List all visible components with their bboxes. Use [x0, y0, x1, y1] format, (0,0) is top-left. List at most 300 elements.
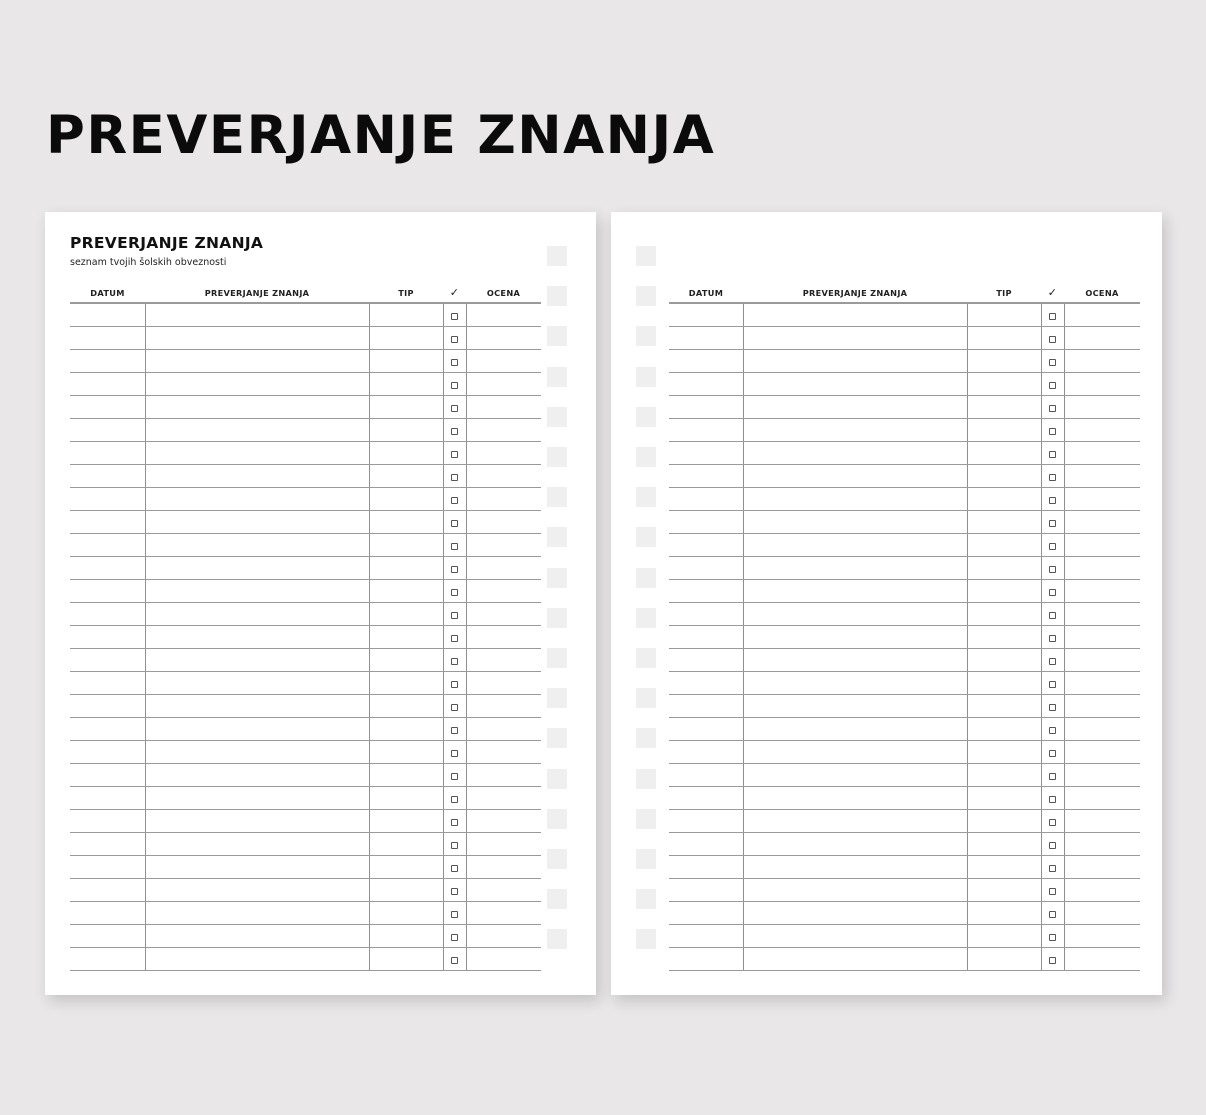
cell-datum[interactable] [669, 764, 743, 787]
cell-ocena[interactable] [466, 649, 541, 672]
cell-ocena[interactable] [1064, 419, 1140, 442]
empty-checkbox-icon[interactable] [451, 543, 458, 550]
cell-datum[interactable] [70, 764, 145, 787]
cell-preverjanje[interactable] [743, 787, 967, 810]
cell-datum[interactable] [70, 902, 145, 925]
cell-datum[interactable] [669, 442, 743, 465]
cell-preverjanje[interactable] [145, 948, 369, 971]
cell-tip[interactable] [967, 764, 1041, 787]
cell-tip[interactable] [967, 557, 1041, 580]
cell-datum[interactable] [669, 511, 743, 534]
cell-ocena[interactable] [1064, 626, 1140, 649]
cell-tip[interactable] [967, 465, 1041, 488]
cell-preverjanje[interactable] [145, 488, 369, 511]
cell-preverjanje[interactable] [145, 718, 369, 741]
cell-tip[interactable] [369, 303, 443, 327]
cell-datum[interactable] [70, 649, 145, 672]
cell-datum[interactable] [669, 672, 743, 695]
cell-datum[interactable] [669, 534, 743, 557]
cell-datum[interactable] [669, 488, 743, 511]
cell-datum[interactable] [70, 580, 145, 603]
cell-done[interactable] [443, 511, 466, 534]
cell-tip[interactable] [967, 373, 1041, 396]
cell-preverjanje[interactable] [743, 856, 967, 879]
empty-checkbox-icon[interactable] [1049, 359, 1056, 366]
cell-done[interactable] [443, 534, 466, 557]
cell-done[interactable] [1041, 787, 1064, 810]
cell-datum[interactable] [669, 603, 743, 626]
empty-checkbox-icon[interactable] [1049, 474, 1056, 481]
empty-checkbox-icon[interactable] [451, 382, 458, 389]
empty-checkbox-icon[interactable] [1049, 382, 1056, 389]
cell-done[interactable] [443, 626, 466, 649]
cell-ocena[interactable] [466, 741, 541, 764]
cell-ocena[interactable] [1064, 856, 1140, 879]
cell-tip[interactable] [369, 649, 443, 672]
cell-datum[interactable] [669, 695, 743, 718]
empty-checkbox-icon[interactable] [451, 359, 458, 366]
cell-done[interactable] [1041, 902, 1064, 925]
cell-datum[interactable] [70, 303, 145, 327]
empty-checkbox-icon[interactable] [1049, 727, 1056, 734]
cell-done[interactable] [1041, 948, 1064, 971]
cell-preverjanje[interactable] [743, 741, 967, 764]
cell-ocena[interactable] [1064, 948, 1140, 971]
empty-checkbox-icon[interactable] [1049, 543, 1056, 550]
cell-ocena[interactable] [1064, 902, 1140, 925]
cell-preverjanje[interactable] [145, 626, 369, 649]
cell-tip[interactable] [369, 396, 443, 419]
cell-datum[interactable] [669, 396, 743, 419]
cell-done[interactable] [1041, 580, 1064, 603]
empty-checkbox-icon[interactable] [451, 313, 458, 320]
cell-datum[interactable] [669, 350, 743, 373]
cell-done[interactable] [1041, 649, 1064, 672]
empty-checkbox-icon[interactable] [1049, 520, 1056, 527]
cell-ocena[interactable] [1064, 488, 1140, 511]
cell-datum[interactable] [669, 557, 743, 580]
cell-done[interactable] [1041, 833, 1064, 856]
cell-ocena[interactable] [1064, 603, 1140, 626]
cell-done[interactable] [1041, 534, 1064, 557]
cell-tip[interactable] [369, 603, 443, 626]
cell-ocena[interactable] [466, 350, 541, 373]
cell-ocena[interactable] [466, 787, 541, 810]
cell-done[interactable] [443, 925, 466, 948]
cell-tip[interactable] [967, 511, 1041, 534]
empty-checkbox-icon[interactable] [451, 451, 458, 458]
cell-preverjanje[interactable] [743, 534, 967, 557]
cell-ocena[interactable] [1064, 879, 1140, 902]
cell-tip[interactable] [369, 511, 443, 534]
cell-tip[interactable] [369, 902, 443, 925]
cell-datum[interactable] [669, 718, 743, 741]
cell-done[interactable] [1041, 373, 1064, 396]
empty-checkbox-icon[interactable] [451, 681, 458, 688]
cell-done[interactable] [443, 303, 466, 327]
cell-ocena[interactable] [466, 442, 541, 465]
cell-preverjanje[interactable] [145, 649, 369, 672]
cell-ocena[interactable] [1064, 350, 1140, 373]
cell-tip[interactable] [967, 718, 1041, 741]
cell-preverjanje[interactable] [145, 741, 369, 764]
cell-datum[interactable] [669, 787, 743, 810]
cell-tip[interactable] [369, 787, 443, 810]
cell-done[interactable] [443, 741, 466, 764]
cell-datum[interactable] [669, 948, 743, 971]
cell-ocena[interactable] [1064, 303, 1140, 327]
cell-done[interactable] [1041, 925, 1064, 948]
empty-checkbox-icon[interactable] [1049, 796, 1056, 803]
cell-ocena[interactable] [466, 626, 541, 649]
cell-datum[interactable] [669, 373, 743, 396]
cell-tip[interactable] [967, 948, 1041, 971]
cell-ocena[interactable] [466, 488, 541, 511]
cell-preverjanje[interactable] [145, 925, 369, 948]
cell-preverjanje[interactable] [145, 419, 369, 442]
cell-tip[interactable] [967, 856, 1041, 879]
cell-tip[interactable] [967, 488, 1041, 511]
cell-datum[interactable] [70, 442, 145, 465]
cell-preverjanje[interactable] [145, 511, 369, 534]
cell-ocena[interactable] [1064, 810, 1140, 833]
cell-datum[interactable] [669, 833, 743, 856]
cell-datum[interactable] [70, 810, 145, 833]
cell-tip[interactable] [369, 833, 443, 856]
cell-datum[interactable] [70, 695, 145, 718]
cell-tip[interactable] [369, 488, 443, 511]
cell-preverjanje[interactable] [145, 787, 369, 810]
cell-ocena[interactable] [466, 373, 541, 396]
empty-checkbox-icon[interactable] [1049, 911, 1056, 918]
cell-ocena[interactable] [1064, 373, 1140, 396]
cell-done[interactable] [1041, 511, 1064, 534]
cell-tip[interactable] [369, 534, 443, 557]
empty-checkbox-icon[interactable] [451, 934, 458, 941]
cell-done[interactable] [443, 833, 466, 856]
cell-datum[interactable] [70, 718, 145, 741]
empty-checkbox-icon[interactable] [1049, 405, 1056, 412]
cell-done[interactable] [1041, 442, 1064, 465]
cell-done[interactable] [443, 649, 466, 672]
cell-ocena[interactable] [1064, 327, 1140, 350]
cell-tip[interactable] [967, 672, 1041, 695]
empty-checkbox-icon[interactable] [1049, 612, 1056, 619]
cell-datum[interactable] [70, 741, 145, 764]
empty-checkbox-icon[interactable] [1049, 888, 1056, 895]
cell-done[interactable] [443, 465, 466, 488]
empty-checkbox-icon[interactable] [451, 911, 458, 918]
cell-ocena[interactable] [466, 879, 541, 902]
cell-datum[interactable] [70, 672, 145, 695]
cell-preverjanje[interactable] [743, 672, 967, 695]
cell-ocena[interactable] [466, 718, 541, 741]
cell-done[interactable] [443, 327, 466, 350]
cell-tip[interactable] [369, 626, 443, 649]
cell-tip[interactable] [967, 419, 1041, 442]
cell-preverjanje[interactable] [743, 718, 967, 741]
cell-preverjanje[interactable] [145, 465, 369, 488]
cell-done[interactable] [1041, 695, 1064, 718]
cell-tip[interactable] [369, 465, 443, 488]
cell-datum[interactable] [669, 810, 743, 833]
cell-done[interactable] [1041, 419, 1064, 442]
cell-done[interactable] [443, 948, 466, 971]
cell-tip[interactable] [369, 350, 443, 373]
cell-tip[interactable] [369, 856, 443, 879]
empty-checkbox-icon[interactable] [1049, 658, 1056, 665]
cell-preverjanje[interactable] [743, 465, 967, 488]
cell-done[interactable] [443, 396, 466, 419]
cell-done[interactable] [443, 787, 466, 810]
cell-preverjanje[interactable] [145, 810, 369, 833]
cell-datum[interactable] [669, 856, 743, 879]
empty-checkbox-icon[interactable] [451, 819, 458, 826]
cell-ocena[interactable] [1064, 695, 1140, 718]
cell-preverjanje[interactable] [145, 672, 369, 695]
cell-preverjanje[interactable] [145, 764, 369, 787]
cell-preverjanje[interactable] [743, 419, 967, 442]
cell-tip[interactable] [967, 879, 1041, 902]
cell-tip[interactable] [967, 833, 1041, 856]
cell-done[interactable] [1041, 557, 1064, 580]
cell-tip[interactable] [967, 327, 1041, 350]
cell-preverjanje[interactable] [743, 442, 967, 465]
cell-done[interactable] [1041, 741, 1064, 764]
cell-tip[interactable] [369, 373, 443, 396]
cell-datum[interactable] [70, 856, 145, 879]
empty-checkbox-icon[interactable] [1049, 428, 1056, 435]
cell-datum[interactable] [70, 396, 145, 419]
cell-done[interactable] [443, 764, 466, 787]
cell-done[interactable] [1041, 672, 1064, 695]
empty-checkbox-icon[interactable] [1049, 842, 1056, 849]
cell-ocena[interactable] [1064, 833, 1140, 856]
cell-done[interactable] [1041, 350, 1064, 373]
cell-datum[interactable] [70, 327, 145, 350]
cell-ocena[interactable] [466, 580, 541, 603]
cell-tip[interactable] [967, 626, 1041, 649]
cell-ocena[interactable] [1064, 649, 1140, 672]
cell-ocena[interactable] [466, 557, 541, 580]
cell-preverjanje[interactable] [743, 303, 967, 327]
cell-ocena[interactable] [466, 810, 541, 833]
cell-preverjanje[interactable] [145, 833, 369, 856]
empty-checkbox-icon[interactable] [1049, 704, 1056, 711]
cell-datum[interactable] [669, 879, 743, 902]
cell-tip[interactable] [967, 350, 1041, 373]
cell-done[interactable] [1041, 856, 1064, 879]
cell-done[interactable] [443, 603, 466, 626]
cell-done[interactable] [1041, 879, 1064, 902]
cell-preverjanje[interactable] [743, 810, 967, 833]
cell-preverjanje[interactable] [145, 442, 369, 465]
cell-preverjanje[interactable] [743, 396, 967, 419]
cell-tip[interactable] [369, 764, 443, 787]
cell-ocena[interactable] [466, 534, 541, 557]
empty-checkbox-icon[interactable] [451, 428, 458, 435]
cell-tip[interactable] [967, 695, 1041, 718]
cell-done[interactable] [443, 373, 466, 396]
cell-tip[interactable] [369, 419, 443, 442]
cell-ocena[interactable] [466, 396, 541, 419]
cell-ocena[interactable] [466, 327, 541, 350]
cell-preverjanje[interactable] [145, 557, 369, 580]
cell-tip[interactable] [369, 879, 443, 902]
cell-ocena[interactable] [1064, 672, 1140, 695]
cell-tip[interactable] [967, 787, 1041, 810]
cell-done[interactable] [1041, 810, 1064, 833]
cell-datum[interactable] [70, 488, 145, 511]
cell-preverjanje[interactable] [743, 488, 967, 511]
cell-preverjanje[interactable] [145, 856, 369, 879]
cell-ocena[interactable] [1064, 557, 1140, 580]
cell-done[interactable] [1041, 303, 1064, 327]
cell-datum[interactable] [70, 787, 145, 810]
cell-datum[interactable] [669, 419, 743, 442]
cell-ocena[interactable] [1064, 511, 1140, 534]
cell-datum[interactable] [669, 465, 743, 488]
cell-preverjanje[interactable] [743, 833, 967, 856]
empty-checkbox-icon[interactable] [451, 704, 458, 711]
empty-checkbox-icon[interactable] [1049, 773, 1056, 780]
empty-checkbox-icon[interactable] [451, 566, 458, 573]
cell-ocena[interactable] [1064, 396, 1140, 419]
cell-done[interactable] [443, 488, 466, 511]
empty-checkbox-icon[interactable] [451, 888, 458, 895]
cell-preverjanje[interactable] [145, 350, 369, 373]
cell-tip[interactable] [369, 580, 443, 603]
cell-tip[interactable] [967, 442, 1041, 465]
cell-ocena[interactable] [466, 695, 541, 718]
cell-ocena[interactable] [1064, 534, 1140, 557]
cell-preverjanje[interactable] [145, 580, 369, 603]
cell-tip[interactable] [967, 810, 1041, 833]
cell-datum[interactable] [70, 350, 145, 373]
empty-checkbox-icon[interactable] [451, 405, 458, 412]
cell-done[interactable] [1041, 603, 1064, 626]
cell-done[interactable] [1041, 327, 1064, 350]
cell-done[interactable] [443, 442, 466, 465]
cell-datum[interactable] [70, 879, 145, 902]
cell-ocena[interactable] [1064, 465, 1140, 488]
cell-tip[interactable] [369, 810, 443, 833]
cell-preverjanje[interactable] [743, 373, 967, 396]
cell-preverjanje[interactable] [743, 557, 967, 580]
cell-ocena[interactable] [1064, 787, 1140, 810]
cell-preverjanje[interactable] [145, 879, 369, 902]
cell-ocena[interactable] [1064, 925, 1140, 948]
cell-preverjanje[interactable] [743, 626, 967, 649]
cell-preverjanje[interactable] [145, 603, 369, 626]
cell-datum[interactable] [669, 902, 743, 925]
cell-tip[interactable] [967, 649, 1041, 672]
empty-checkbox-icon[interactable] [451, 612, 458, 619]
cell-preverjanje[interactable] [743, 511, 967, 534]
cell-tip[interactable] [967, 580, 1041, 603]
cell-preverjanje[interactable] [743, 925, 967, 948]
cell-tip[interactable] [369, 718, 443, 741]
empty-checkbox-icon[interactable] [451, 773, 458, 780]
empty-checkbox-icon[interactable] [1049, 336, 1056, 343]
empty-checkbox-icon[interactable] [1049, 497, 1056, 504]
empty-checkbox-icon[interactable] [451, 520, 458, 527]
cell-tip[interactable] [967, 603, 1041, 626]
cell-tip[interactable] [967, 902, 1041, 925]
cell-done[interactable] [1041, 465, 1064, 488]
empty-checkbox-icon[interactable] [451, 750, 458, 757]
empty-checkbox-icon[interactable] [451, 865, 458, 872]
empty-checkbox-icon[interactable] [1049, 313, 1056, 320]
cell-datum[interactable] [70, 833, 145, 856]
cell-done[interactable] [443, 902, 466, 925]
cell-preverjanje[interactable] [145, 902, 369, 925]
cell-tip[interactable] [967, 303, 1041, 327]
empty-checkbox-icon[interactable] [1049, 957, 1056, 964]
empty-checkbox-icon[interactable] [1049, 681, 1056, 688]
cell-datum[interactable] [70, 925, 145, 948]
cell-preverjanje[interactable] [145, 534, 369, 557]
cell-datum[interactable] [669, 649, 743, 672]
cell-preverjanje[interactable] [145, 396, 369, 419]
cell-done[interactable] [1041, 718, 1064, 741]
empty-checkbox-icon[interactable] [1049, 750, 1056, 757]
cell-tip[interactable] [369, 327, 443, 350]
empty-checkbox-icon[interactable] [451, 727, 458, 734]
cell-tip[interactable] [369, 695, 443, 718]
cell-done[interactable] [1041, 488, 1064, 511]
empty-checkbox-icon[interactable] [451, 497, 458, 504]
cell-done[interactable] [1041, 626, 1064, 649]
cell-datum[interactable] [70, 419, 145, 442]
empty-checkbox-icon[interactable] [451, 658, 458, 665]
cell-done[interactable] [443, 718, 466, 741]
cell-ocena[interactable] [466, 603, 541, 626]
cell-datum[interactable] [70, 557, 145, 580]
cell-ocena[interactable] [466, 465, 541, 488]
cell-tip[interactable] [967, 741, 1041, 764]
cell-ocena[interactable] [466, 948, 541, 971]
cell-preverjanje[interactable] [145, 373, 369, 396]
cell-datum[interactable] [669, 741, 743, 764]
cell-ocena[interactable] [466, 925, 541, 948]
empty-checkbox-icon[interactable] [1049, 451, 1056, 458]
cell-preverjanje[interactable] [743, 902, 967, 925]
cell-tip[interactable] [369, 442, 443, 465]
empty-checkbox-icon[interactable] [451, 336, 458, 343]
cell-ocena[interactable] [1064, 741, 1140, 764]
cell-ocena[interactable] [466, 856, 541, 879]
cell-done[interactable] [443, 879, 466, 902]
empty-checkbox-icon[interactable] [451, 796, 458, 803]
cell-datum[interactable] [70, 603, 145, 626]
cell-done[interactable] [1041, 396, 1064, 419]
empty-checkbox-icon[interactable] [1049, 589, 1056, 596]
cell-ocena[interactable] [1064, 764, 1140, 787]
cell-preverjanje[interactable] [743, 649, 967, 672]
cell-datum[interactable] [669, 327, 743, 350]
cell-preverjanje[interactable] [743, 350, 967, 373]
cell-tip[interactable] [369, 741, 443, 764]
cell-done[interactable] [443, 350, 466, 373]
cell-datum[interactable] [70, 373, 145, 396]
cell-ocena[interactable] [1064, 442, 1140, 465]
cell-ocena[interactable] [466, 764, 541, 787]
cell-tip[interactable] [967, 925, 1041, 948]
cell-preverjanje[interactable] [145, 695, 369, 718]
cell-tip[interactable] [967, 534, 1041, 557]
cell-datum[interactable] [70, 511, 145, 534]
